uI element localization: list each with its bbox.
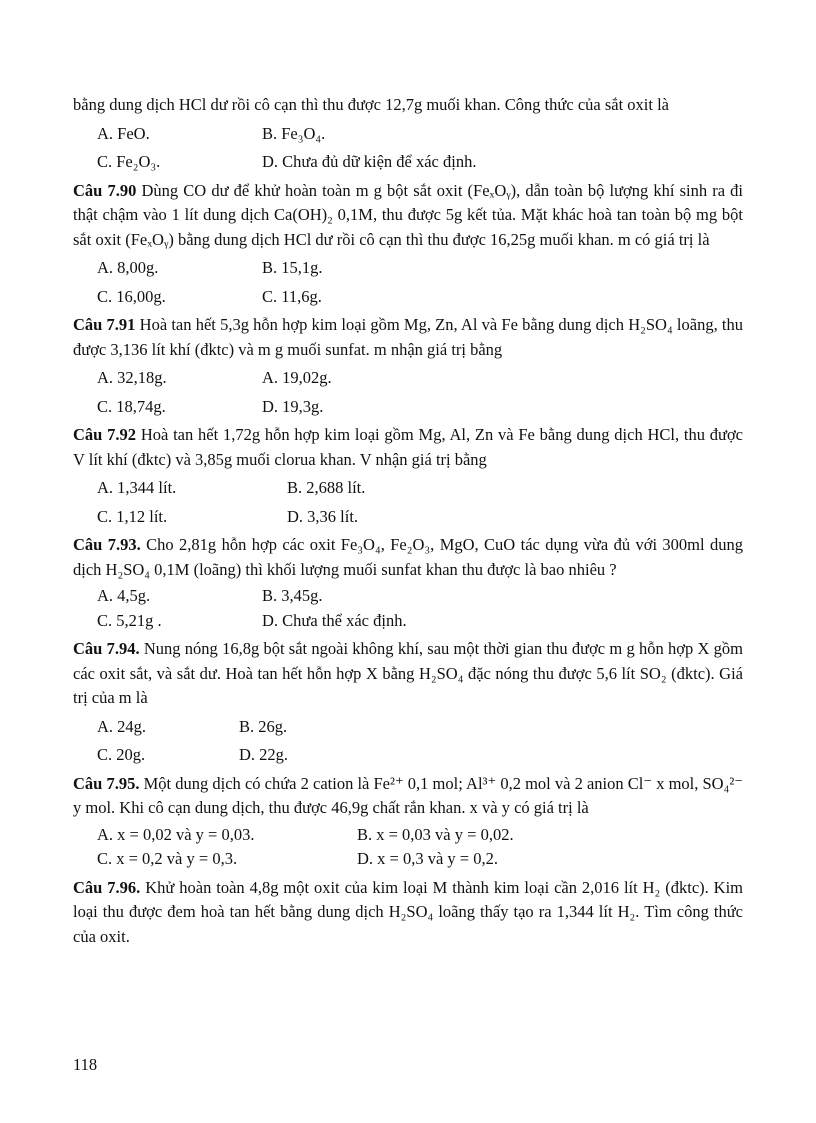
option-b: B. 2,688 lít. (287, 478, 366, 497)
option-c: C. 18,74g. (97, 396, 166, 416)
intro-options (73, 122, 743, 175)
option-d: D. 19,3g. (262, 396, 324, 416)
question-7-92 (73, 423, 743, 472)
question-7-95-options (73, 823, 743, 872)
option-c: C. 20g. (97, 745, 146, 764)
question-text: Khử hoàn toàn 4,8g một oxit của kim loại M thành kim loại cần 2,016 lít H₂ (đktc). Kim loại thu được đem hoà tan hết bằng dung dịch H₂SO₄ loãng thấy tạo ra 1,344 lít H₂. Tìm công thức của oxit. (73, 877, 744, 946)
option-a: A. 4,5g. (97, 586, 151, 605)
question-label: Câu 7.93. (73, 535, 141, 554)
option-d: D. 22g. (239, 745, 289, 764)
option-d: D. Chưa thể xác định. (262, 610, 407, 630)
option-d: D. 3,36 lít. (287, 506, 359, 526)
question-7-90-options (73, 256, 743, 309)
option-c: C. 16,00g. (97, 286, 166, 306)
option-d: D. x = 0,3 và y = 0,2. (357, 849, 498, 868)
question-text: Một dung dịch có chứa 2 cation là Fe²⁺ 0,1 mol; Al³⁺ 0,2 mol và 2 anion Cl⁻ x mol, SO₄²⁻ y mol. Khi cô cạn dung dịch, thu được 46,9g chất rắn khan. x và y có giá trị là (73, 773, 744, 817)
option-a: A. 1,344 lít. (97, 478, 177, 497)
question-label: Câu 7.95. (73, 773, 140, 793)
question-text: Cho 2,81g hỗn hợp các oxit Fe₃O₄, Fe₂O₃, MgO, CuO tác dụng vừa đủ với 300ml dung dịch H₂SO₄ 0,1M (loãng) thì khối lượng muối sunfat khan thu được là bao nhiêu ? (73, 535, 744, 579)
option-a: A. 24g. (97, 716, 147, 736)
option-c: C. 5,21g . (97, 610, 162, 630)
question-7-92-options (73, 476, 743, 529)
question-text: Hoà tan hết 5,3g hỗn hợp kim loại gồm Mg, Zn, Al và Fe bằng dung dịch H₂SO₄ loãng, thu được 3,136 lít khí (đktc) và m g muối sunfat. m nhận giá trị bằng (73, 315, 744, 359)
option-b: B. 3,45g. (262, 586, 323, 605)
question-label: Câu 7.92 (73, 425, 137, 444)
question-7-96 (73, 876, 743, 950)
intro-text: bằng dung dịch HCl dư rồi cô cạn thì thu được 12,7g muối khan. Công thức của sắt oxit là (73, 95, 669, 114)
question-7-94-options (73, 715, 743, 768)
question-7-91 (73, 313, 743, 362)
option-d: D. Chưa đủ dữ kiện để xác định. (262, 152, 477, 171)
question-text: Dùng CO dư để khử hoàn toàn m g bột sắt oxit (FeₓOᵧ), dẫn toàn bộ lượng khí sinh ra đi thật chậm vào 1 lít dung dịch Ca(OH)₂ 0,1M, thu được 5g kết tủa. Mặt khác hoà tan toàn bộ mg bột sắt oxit (FeₓOᵧ) bằng dung dịch HCl dư rồi cô cạn thì thu được 16,25g muối khan. m có giá trị là (73, 180, 744, 249)
page-number: 118 (73, 1055, 98, 1074)
option-c: C. 1,12 lít. (97, 506, 168, 526)
question-7-95 (73, 772, 743, 821)
option-b: B. Fe₃O₄. (262, 123, 326, 143)
option-c: C. Fe₂O₃. (97, 152, 161, 171)
question-7-91-options (73, 366, 743, 419)
option-b: B. x = 0,03 và y = 0,02. (357, 824, 514, 844)
option-a: A. 8,00g. (97, 258, 159, 277)
question-7-90 (73, 179, 743, 253)
document-page (73, 93, 743, 949)
question-7-94 (73, 637, 743, 711)
option-b: B. 26g. (239, 716, 288, 736)
question-text: Nung nóng 16,8g bột sắt ngoài không khí, sau một thời gian thu được m g hỗn hợp X gồm các oxit sắt, và sắt dư. Hoà tan hết hỗn hợp X bằng H₂SO₄ đặc nóng thu được 5,6 lít SO₂ (đktc). Giá trị của m là (73, 639, 744, 707)
option-a: A. x = 0,02 và y = 0,03. (97, 824, 255, 844)
option-d: C. 11,6g. (262, 286, 322, 306)
question-label: Câu 7.91 (73, 315, 136, 334)
option-b: B. 15,1g. (262, 258, 323, 277)
option-b: A. 19,02g. (262, 368, 332, 387)
question-label: Câu 7.94. (73, 639, 140, 658)
question-7-93 (73, 533, 743, 582)
option-c: C. x = 0,2 và y = 0,3. (97, 849, 238, 868)
option-a: A. FeO. (97, 123, 150, 143)
question-label: Câu 7.96. (73, 877, 141, 897)
question-label: Câu 7.90 (73, 180, 137, 200)
question-text: Hoà tan hết 1,72g hỗn hợp kim loại gồm Mg, Al, Zn và Fe bằng dung dịch HCl, thu được V lít khí (đktc) và 3,85g muối clorua khan. V nhận giá trị bằng (73, 425, 744, 469)
option-a: A. 32,18g. (97, 368, 167, 387)
question-7-93-options (73, 584, 743, 633)
